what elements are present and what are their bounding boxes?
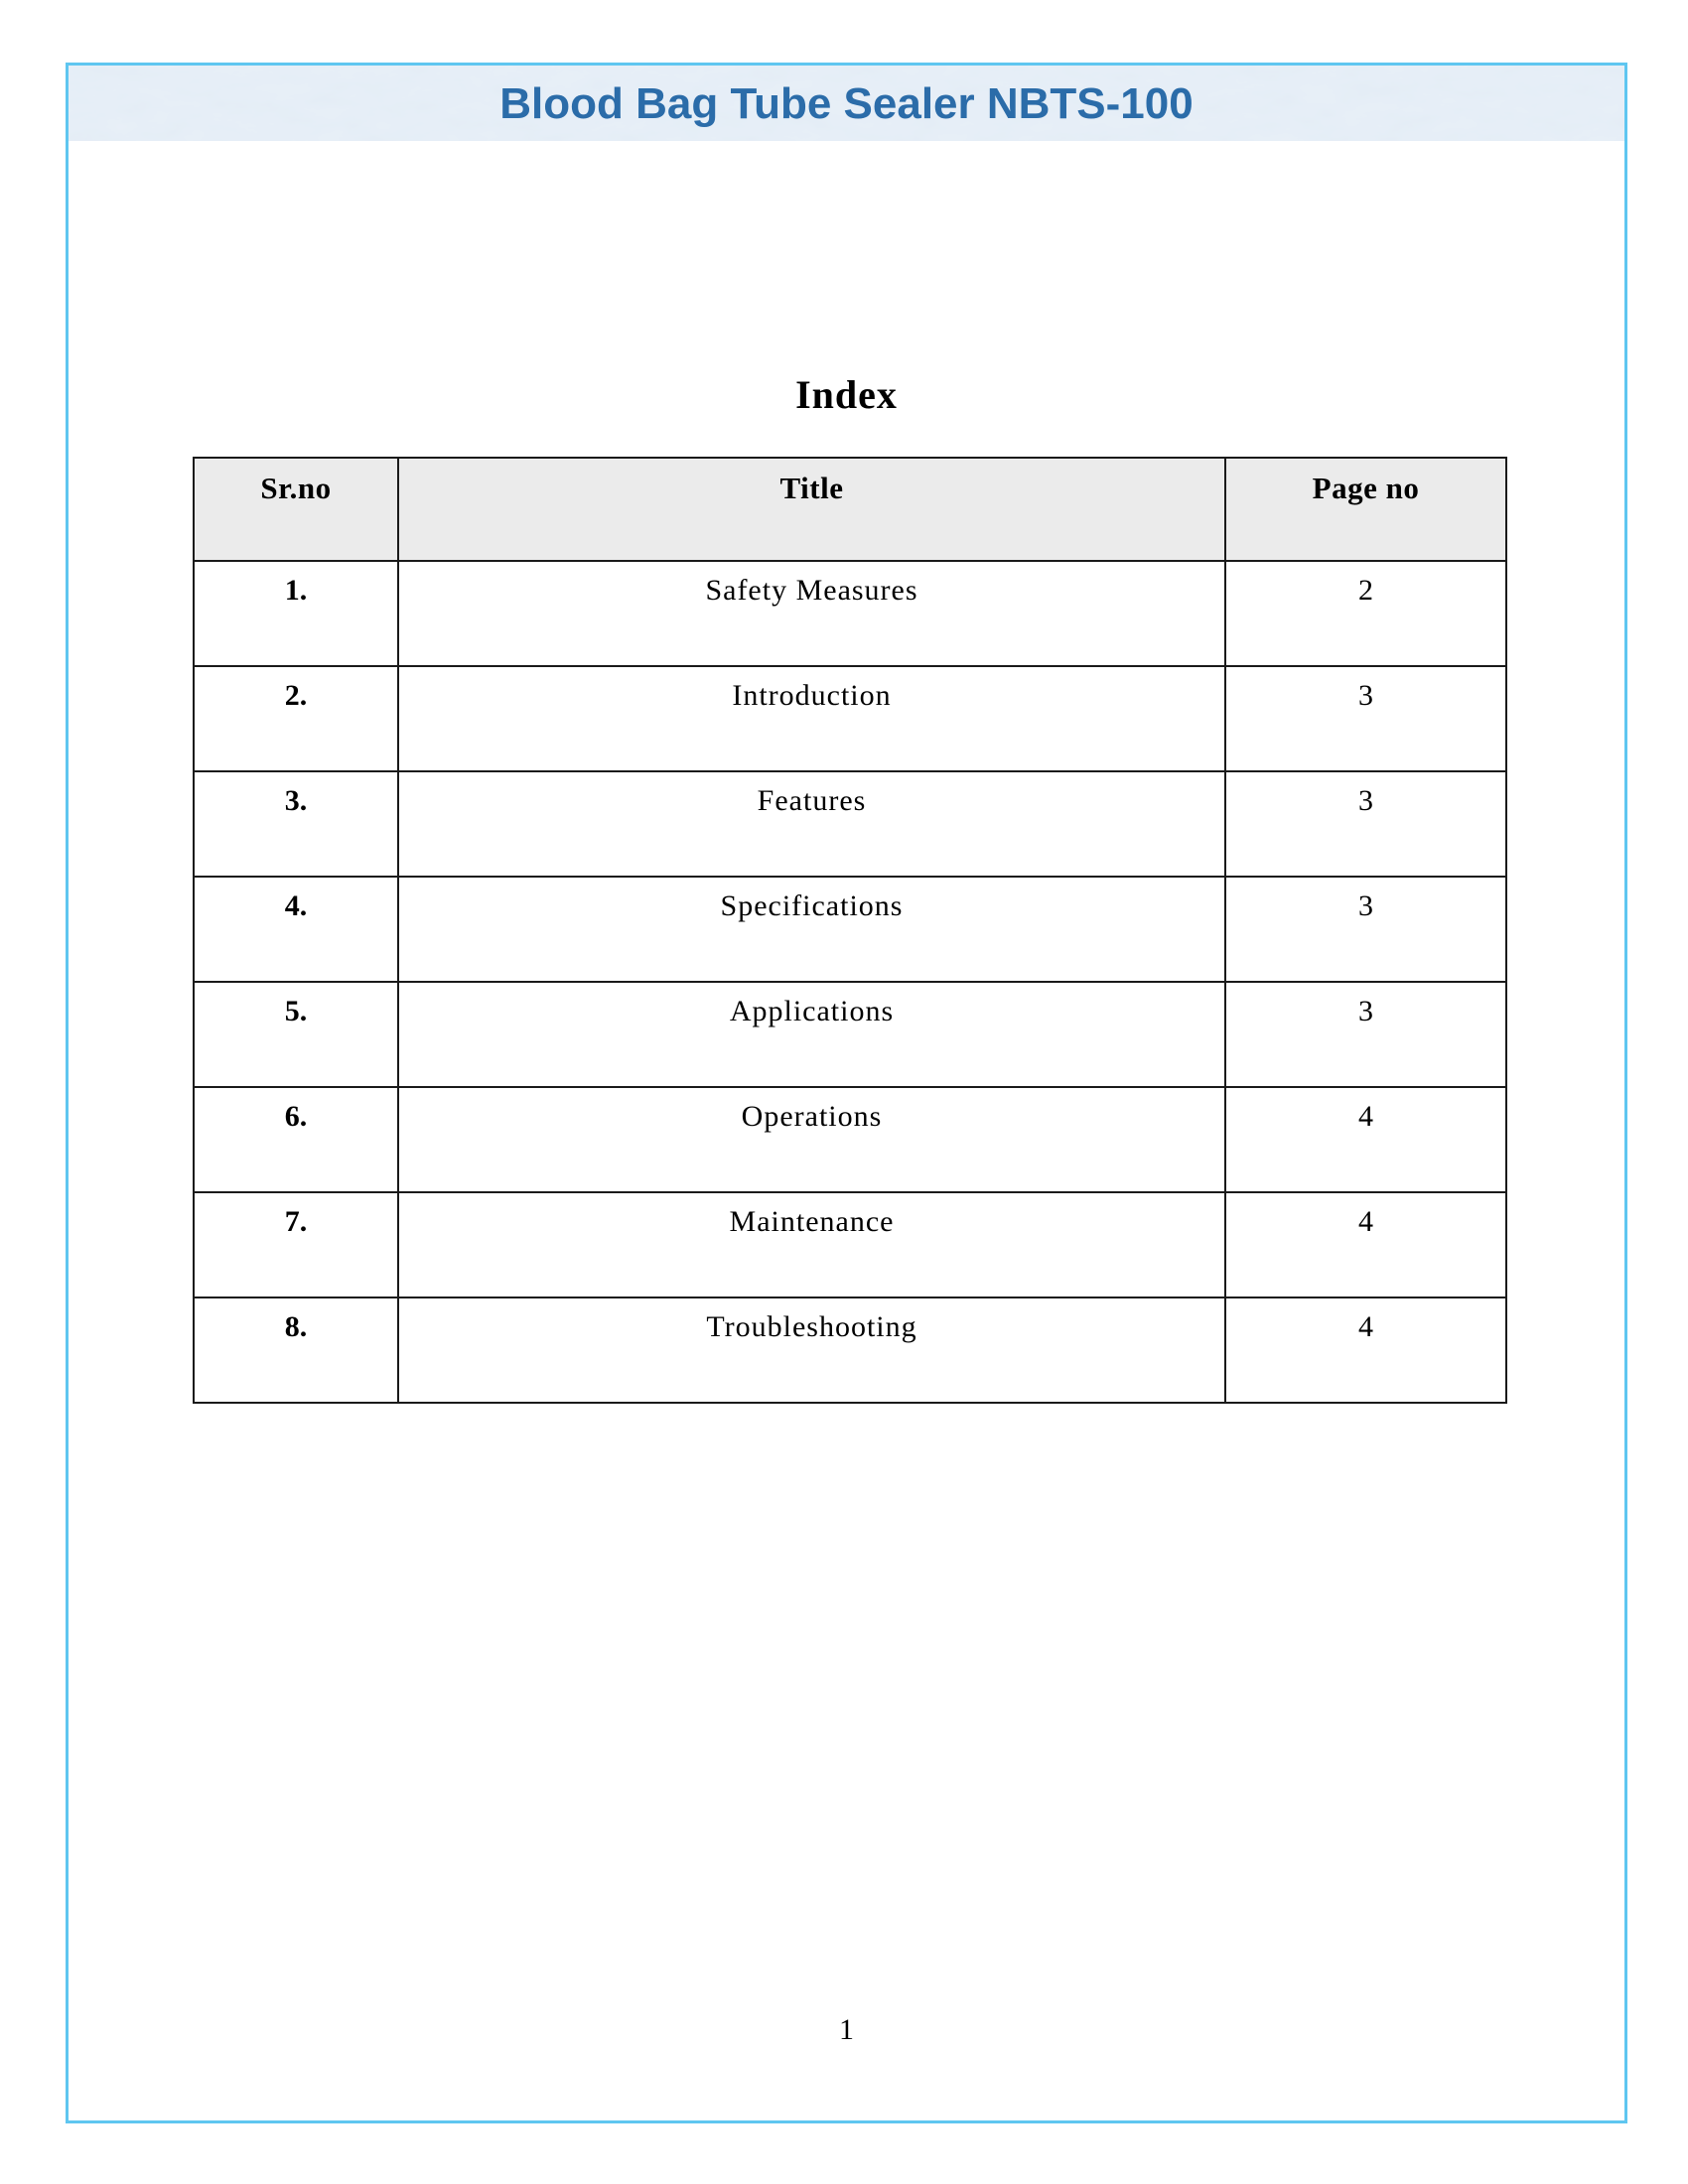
document-title: Blood Bag Tube Sealer NBTS-100 — [499, 79, 1194, 128]
cell-pageno: 3 — [1225, 666, 1506, 771]
cell-pageno: 4 — [1225, 1192, 1506, 1297]
cell-pageno: 3 — [1225, 877, 1506, 982]
cell-srno: 1. — [194, 561, 398, 666]
cell-srno: 4. — [194, 877, 398, 982]
cell-srno: 2. — [194, 666, 398, 771]
header-banner — [69, 66, 1624, 141]
cell-pageno: 3 — [1225, 982, 1506, 1087]
table-row — [194, 771, 1506, 877]
table-row — [194, 1087, 1506, 1192]
cell-title: Maintenance — [398, 1192, 1225, 1297]
cell-pageno: 2 — [1225, 561, 1506, 666]
page-number: 1 — [839, 2013, 854, 2046]
cell-title: Specifications — [398, 877, 1225, 982]
index-table-body — [194, 561, 1506, 1403]
cell-srno: 6. — [194, 1087, 398, 1192]
cell-title: Features — [398, 771, 1225, 877]
table-row — [194, 561, 1506, 666]
table-row — [194, 666, 1506, 771]
cell-title: Safety Measures — [398, 561, 1225, 666]
cell-srno: 5. — [194, 982, 398, 1087]
page-border-frame — [66, 63, 1627, 2123]
cell-pageno: 4 — [1225, 1087, 1506, 1192]
cell-title: Applications — [398, 982, 1225, 1087]
table-row — [194, 982, 1506, 1087]
column-header-srno: Sr.no — [194, 458, 398, 561]
column-header-title: Title — [398, 458, 1225, 561]
cell-title: Troubleshooting — [398, 1297, 1225, 1403]
table-row — [194, 1192, 1506, 1297]
cell-title: Introduction — [398, 666, 1225, 771]
index-table — [193, 457, 1507, 1404]
cell-srno: 7. — [194, 1192, 398, 1297]
cell-pageno: 3 — [1225, 771, 1506, 877]
cell-title: Operations — [398, 1087, 1225, 1192]
cell-srno: 3. — [194, 771, 398, 877]
cell-srno: 8. — [194, 1297, 398, 1403]
section-title: Index — [795, 372, 898, 417]
table-header-row — [194, 458, 1506, 561]
column-header-pageno: Page no — [1225, 458, 1506, 561]
cell-pageno: 4 — [1225, 1297, 1506, 1403]
table-row — [194, 877, 1506, 982]
table-row — [194, 1297, 1506, 1403]
